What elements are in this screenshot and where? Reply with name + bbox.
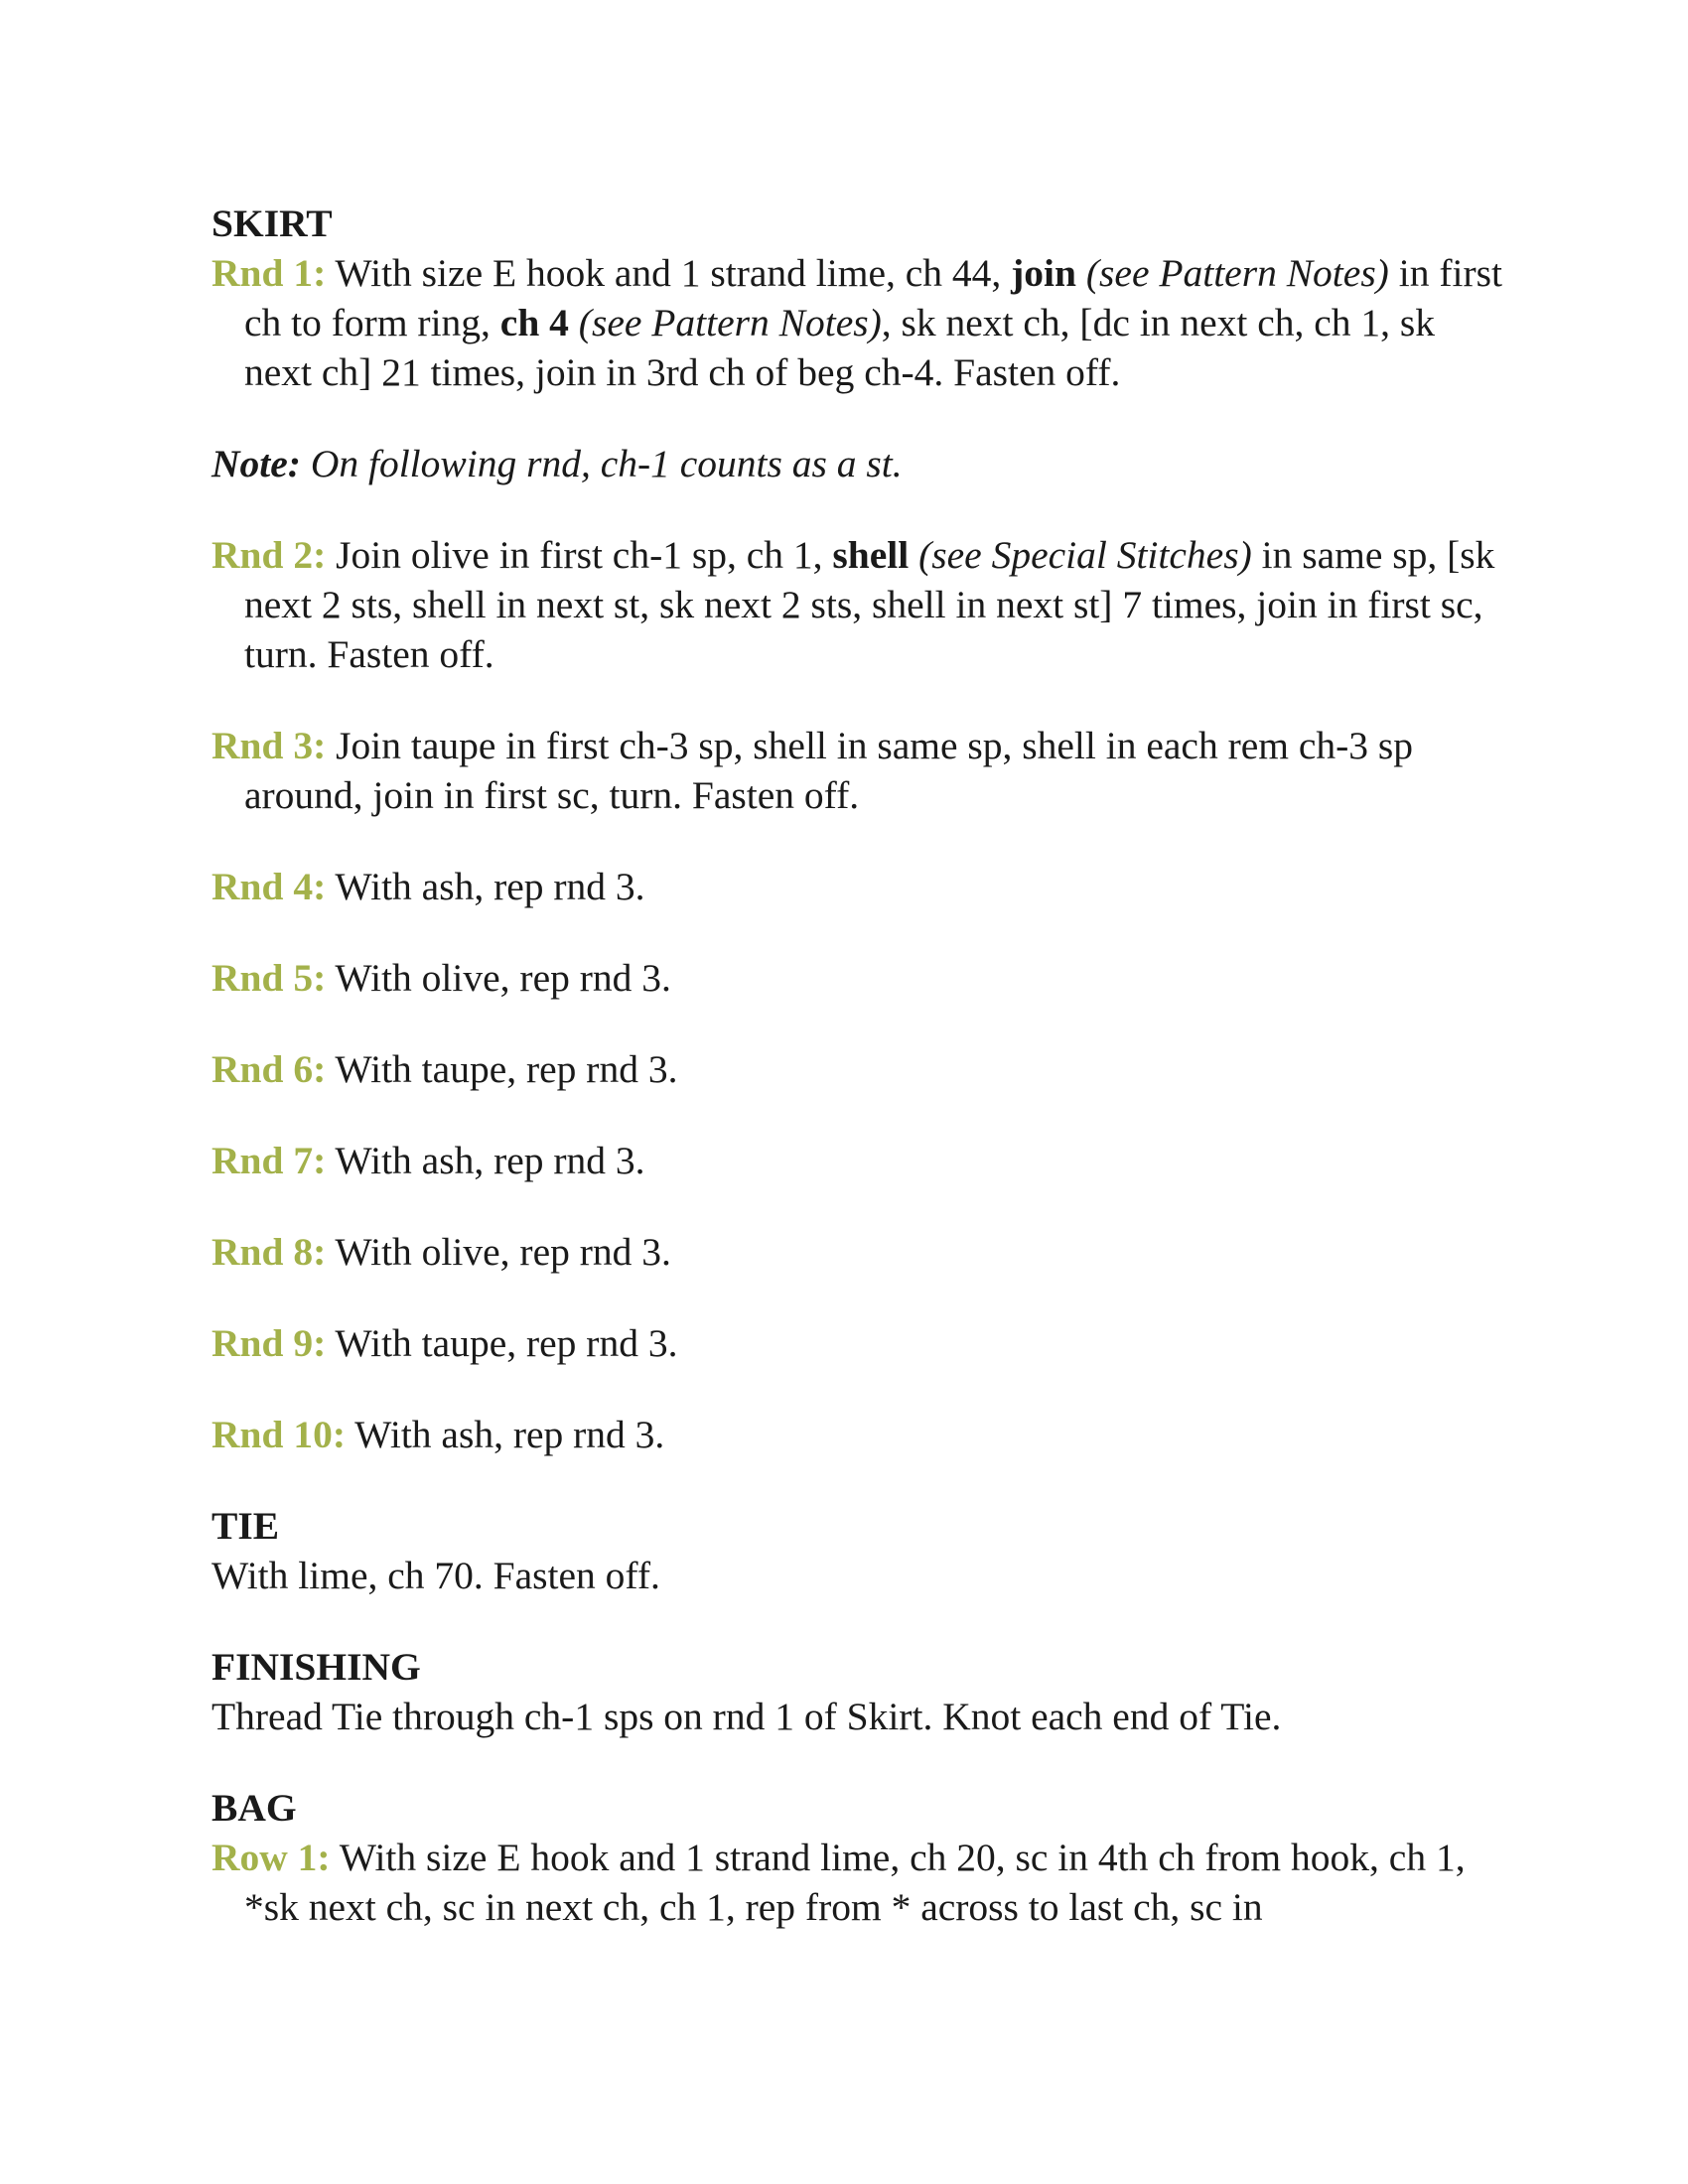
tie-heading: TIE — [211, 1504, 280, 1548]
rnd-text: , sk next ch, [dc in next ch, ch 1, sk next ch] 21 times, join in 3rd ch of beg ch-4. Fasten off. — [244, 301, 1436, 394]
rnd-label: Rnd 6: — [211, 1047, 327, 1091]
skirt-rnd-8 — [211, 1227, 1502, 1277]
rnd-label: Rnd 2: — [211, 533, 327, 577]
skirt-rnd-2 — [211, 530, 1502, 679]
skirt-rnd-6 — [211, 1044, 1502, 1094]
skirt-rnd-3 — [211, 721, 1502, 820]
reference-note: (see Pattern Notes) — [1076, 251, 1389, 295]
stitch-term: shell — [832, 533, 910, 577]
finishing-heading: FINISHING — [211, 1645, 421, 1689]
rnd-text: With ash, rep rnd 3. — [326, 1139, 645, 1182]
rnd-label: Rnd 5: — [211, 956, 327, 1000]
rnd-label: Rnd 10: — [211, 1413, 346, 1456]
rnd-label: Rnd 1: — [211, 251, 327, 295]
rnd-text: Join taupe in first ch-3 sp, shell in same sp, shell in each rem ch-3 sp around, join in first sc, turn. Fasten off. — [244, 724, 1414, 817]
row-label: Row 1: — [211, 1836, 331, 1879]
stitch-term: ch 4 — [499, 301, 569, 344]
skirt-heading: SKIRT — [211, 202, 333, 245]
pattern-page — [211, 199, 1502, 1932]
tie-text: With lime, ch 70. Fasten off. — [211, 1554, 660, 1597]
reference-note: (see Pattern Notes) — [568, 301, 882, 344]
note-text: On following rnd, ch-1 counts as a st. — [300, 442, 903, 485]
rnd-label: Rnd 4: — [211, 865, 327, 908]
row-text: With size E hook and 1 strand lime, ch 20, sc in 4th ch from hook, ch 1, *sk next ch, sc in next ch, ch 1, rep from * across to last ch, sc in — [244, 1836, 1466, 1929]
note-label: Note: — [211, 442, 301, 485]
bag-row-1 — [211, 1833, 1502, 1932]
rnd-text: With taupe, rep rnd 3. — [326, 1321, 678, 1365]
skirt-rnd-1 — [211, 248, 1502, 397]
skirt-rnd-7 — [211, 1136, 1502, 1185]
bag-heading: BAG — [211, 1786, 297, 1830]
rnd-text: With size E hook and 1 strand lime, ch 44, — [326, 251, 1012, 295]
rnd-label: Rnd 7: — [211, 1139, 327, 1182]
skirt-rnd-5 — [211, 953, 1502, 1003]
rnd-label: Rnd 3: — [211, 724, 327, 767]
rnd-label: Rnd 8: — [211, 1230, 327, 1274]
skirt-note — [211, 439, 1502, 488]
rnd-text: With taupe, rep rnd 3. — [326, 1047, 678, 1091]
reference-note: (see Special Stitches) — [909, 533, 1252, 577]
rnd-text: With ash, rep rnd 3. — [326, 865, 645, 908]
rnd-text: With olive, rep rnd 3. — [326, 956, 671, 1000]
skirt-rnd-10 — [211, 1410, 1502, 1459]
finishing-text: Thread Tie through ch-1 sps on rnd 1 of Skirt. Knot each end of Tie. — [211, 1695, 1282, 1738]
stitch-term: join — [1011, 251, 1077, 295]
rnd-text: in first ch to form ring, — [244, 251, 1502, 344]
rnd-text: in same sp, [sk next 2 sts, shell in next st, sk next 2 sts, shell in next st] 7 times, join in first sc, turn. Fasten off. — [244, 533, 1495, 676]
rnd-text: With ash, rep rnd 3. — [346, 1413, 665, 1456]
rnd-label: Rnd 9: — [211, 1321, 327, 1365]
rnd-text: Join olive in first ch-1 sp, ch 1, — [326, 533, 833, 577]
skirt-rnd-9 — [211, 1318, 1502, 1368]
rnd-text: With olive, rep rnd 3. — [326, 1230, 671, 1274]
skirt-rnd-4 — [211, 862, 1502, 911]
